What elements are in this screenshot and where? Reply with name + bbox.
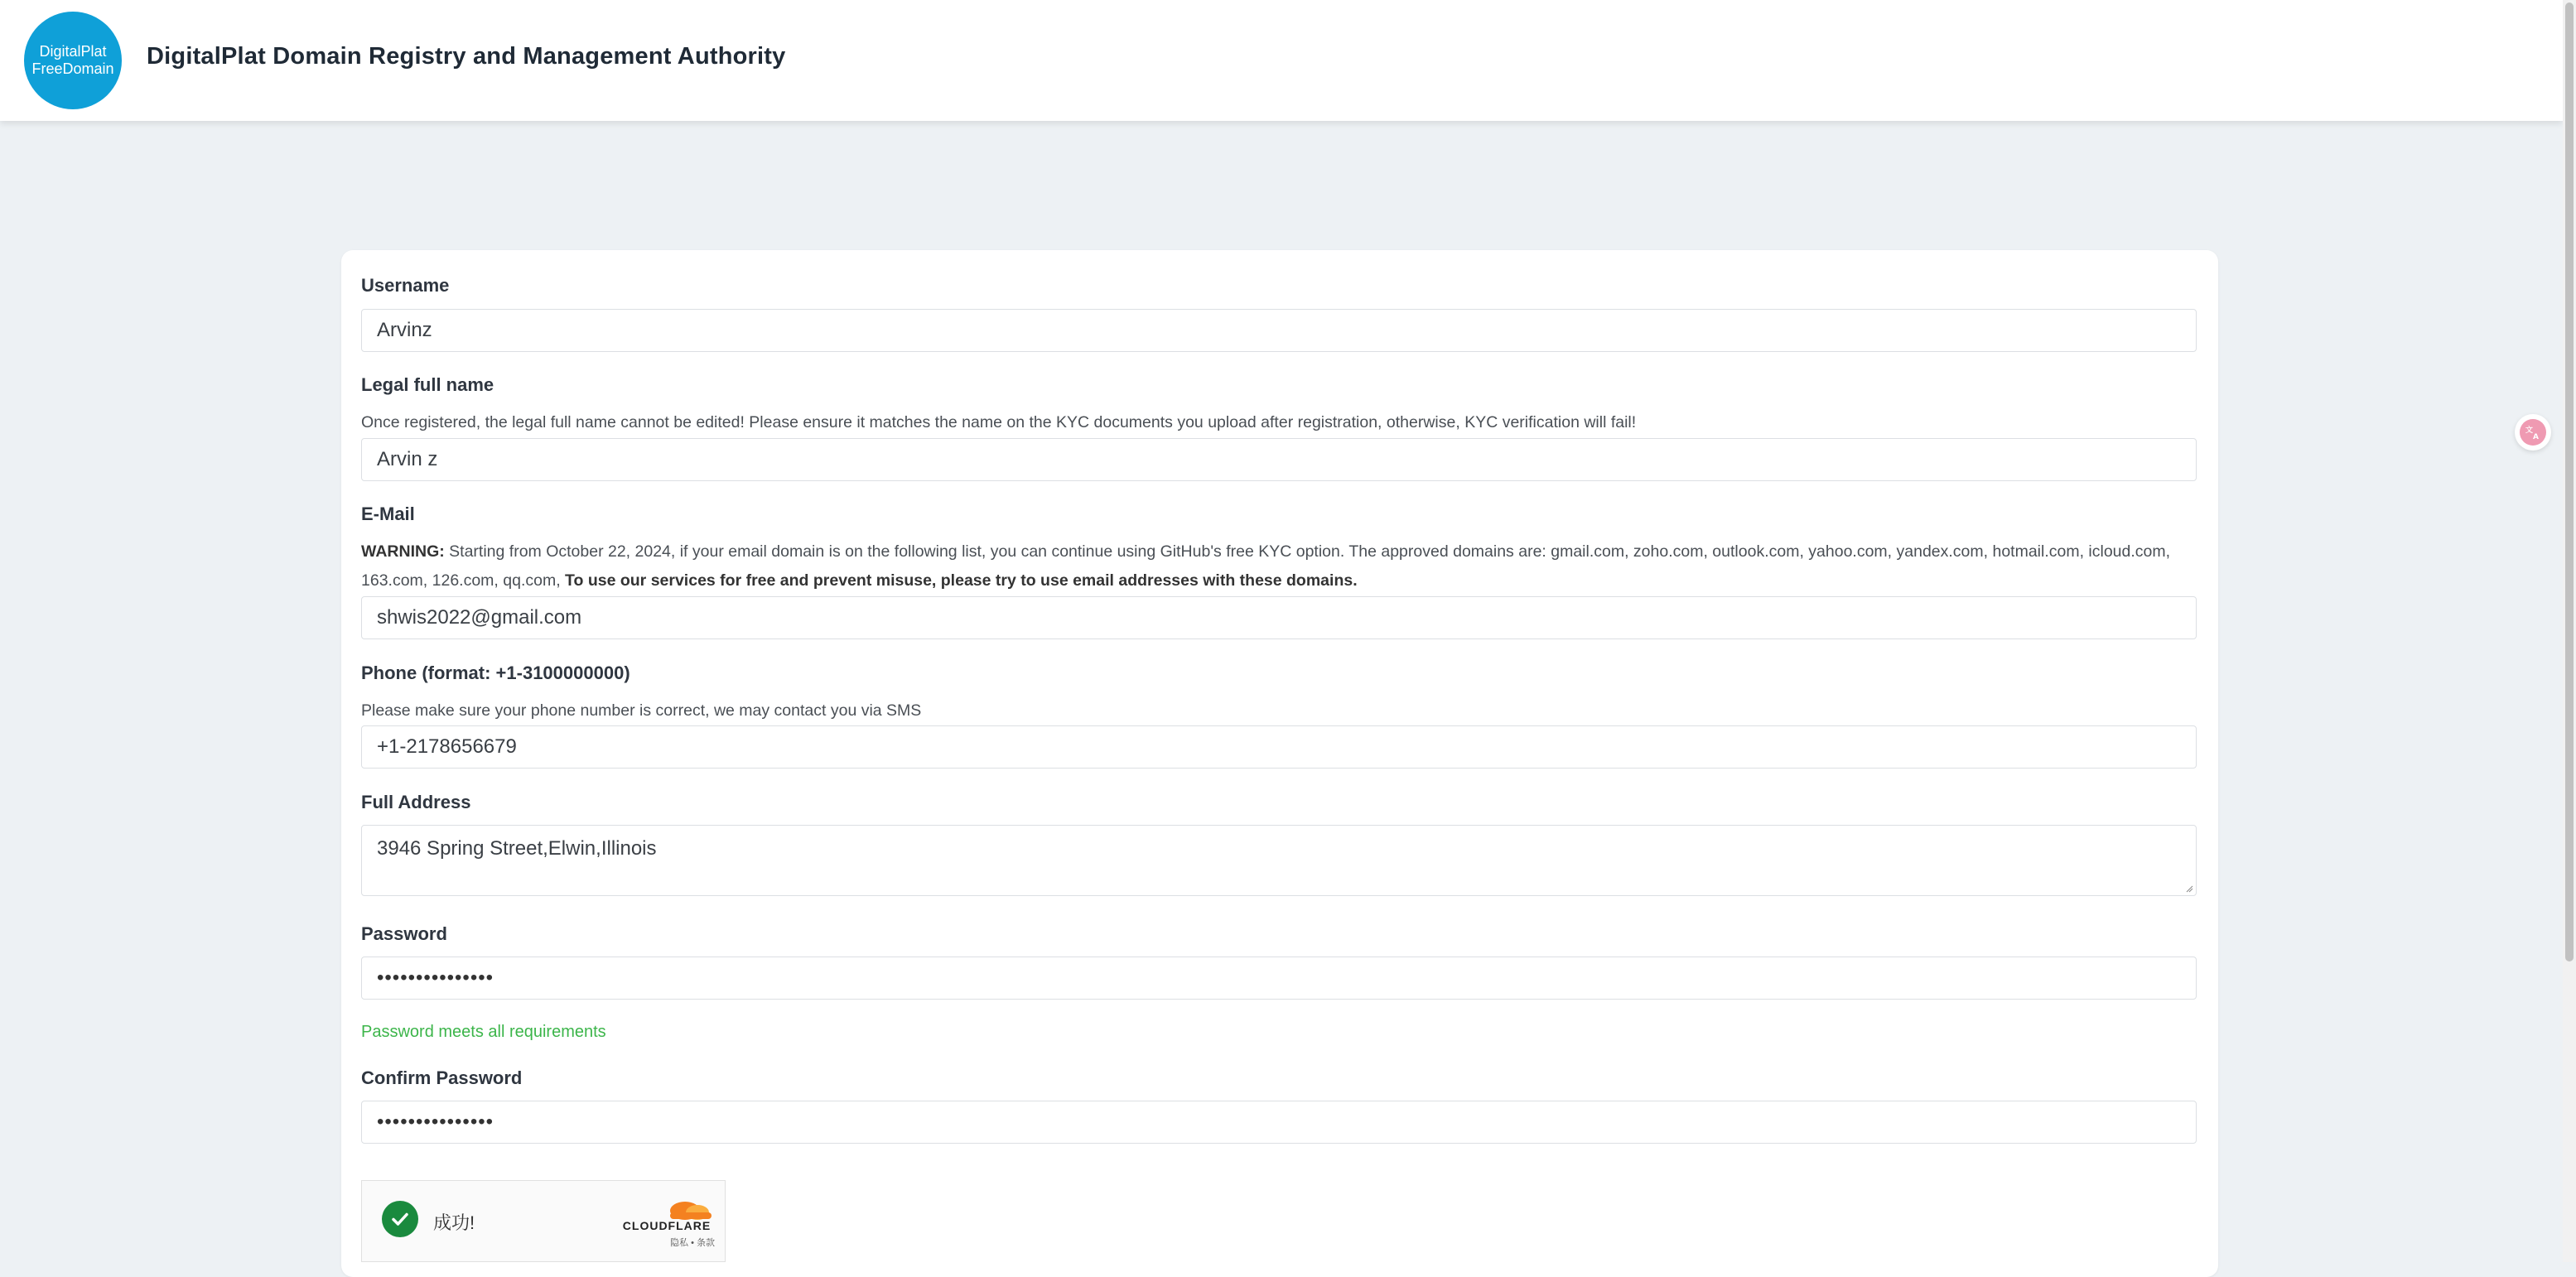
- confirm-password-input[interactable]: [361, 1101, 2197, 1144]
- cloudflare-cloud-icon: [619, 1194, 715, 1221]
- phone-value: +1-2178656679: [377, 735, 517, 758]
- resize-grip-icon[interactable]: [2185, 884, 2193, 893]
- email-warning-bold: To use our services for free and prevent misuse, please try to use email addresses with these domains.: [565, 571, 1358, 590]
- email-warning: [361, 537, 2200, 595]
- page-scrollbar[interactable]: [2563, 0, 2576, 1262]
- site-logo[interactable]: [24, 12, 122, 109]
- username-label: Username: [361, 275, 450, 296]
- phone-input[interactable]: [361, 725, 2197, 769]
- scrollbar-thumb[interactable]: [2565, 2, 2574, 961]
- cloudflare-links[interactable]: 隐私 • 条款: [670, 1238, 715, 1248]
- email-warning-text: Starting from October 22, 2024, if your email domain is on the following list, you can continue using GitHub's free KYC option. The approved domains are: gmail.com, zoho.com, outlook.com, yahoo.com, yandex.com, hotmail.com, icloud.com, 163.com, 126.com, qq.com,: [361, 542, 2171, 590]
- captcha-status: 成功!: [433, 1212, 475, 1233]
- password-value: •••••••••••••••: [377, 966, 494, 989]
- address-value: 3946 Spring Street,Elwin,Illinois: [377, 837, 657, 860]
- phone-label: Phone (format: +1-3100000000): [361, 663, 630, 683]
- password-input[interactable]: [361, 957, 2197, 1000]
- translate-icon: [2520, 419, 2546, 446]
- logo-line-2: FreeDomain: [31, 60, 114, 77]
- phone-help: Please make sure your phone number is correct, we may contact you via SMS: [361, 701, 922, 720]
- username-value: Arvinz: [377, 319, 432, 341]
- password-status: Password meets all requirements: [361, 1023, 606, 1041]
- address-textarea[interactable]: [361, 825, 2197, 896]
- legal-name-value: Arvin z: [377, 448, 438, 470]
- check-circle-icon: [382, 1201, 418, 1237]
- translate-button[interactable]: [2515, 414, 2551, 451]
- cloudflare-logo[interactable]: [619, 1194, 715, 1252]
- site-title: DigitalPlat Domain Registry and Management Authority: [147, 43, 786, 70]
- email-value: shwis2022@gmail.com: [377, 606, 582, 629]
- logo-line-1: DigitalPlat: [39, 43, 107, 60]
- legal-name-label: Legal full name: [361, 374, 494, 395]
- password-label: Password: [361, 923, 447, 944]
- legal-name-help: Once registered, the legal full name cannot be edited! Please ensure it matches the name on the KYC documents you upload after registration, otherwise, KYC verification will fail!: [361, 413, 1637, 431]
- email-warning-prefix: WARNING:: [361, 542, 445, 561]
- legal-name-input[interactable]: [361, 438, 2197, 481]
- username-input[interactable]: [361, 309, 2197, 352]
- svg-text:A: A: [2533, 433, 2539, 441]
- site-header: [0, 0, 2563, 121]
- confirm-password-label: Confirm Password: [361, 1067, 523, 1088]
- svg-text:文: 文: [2525, 426, 2534, 435]
- email-input[interactable]: [361, 596, 2197, 639]
- cloudflare-brand: CLOUDFLARE: [622, 1219, 712, 1232]
- confirm-password-value: •••••••••••••••: [377, 1111, 494, 1133]
- address-label: Full Address: [361, 792, 471, 812]
- captcha-widget[interactable]: [361, 1180, 726, 1262]
- email-label: E-Mail: [361, 504, 415, 524]
